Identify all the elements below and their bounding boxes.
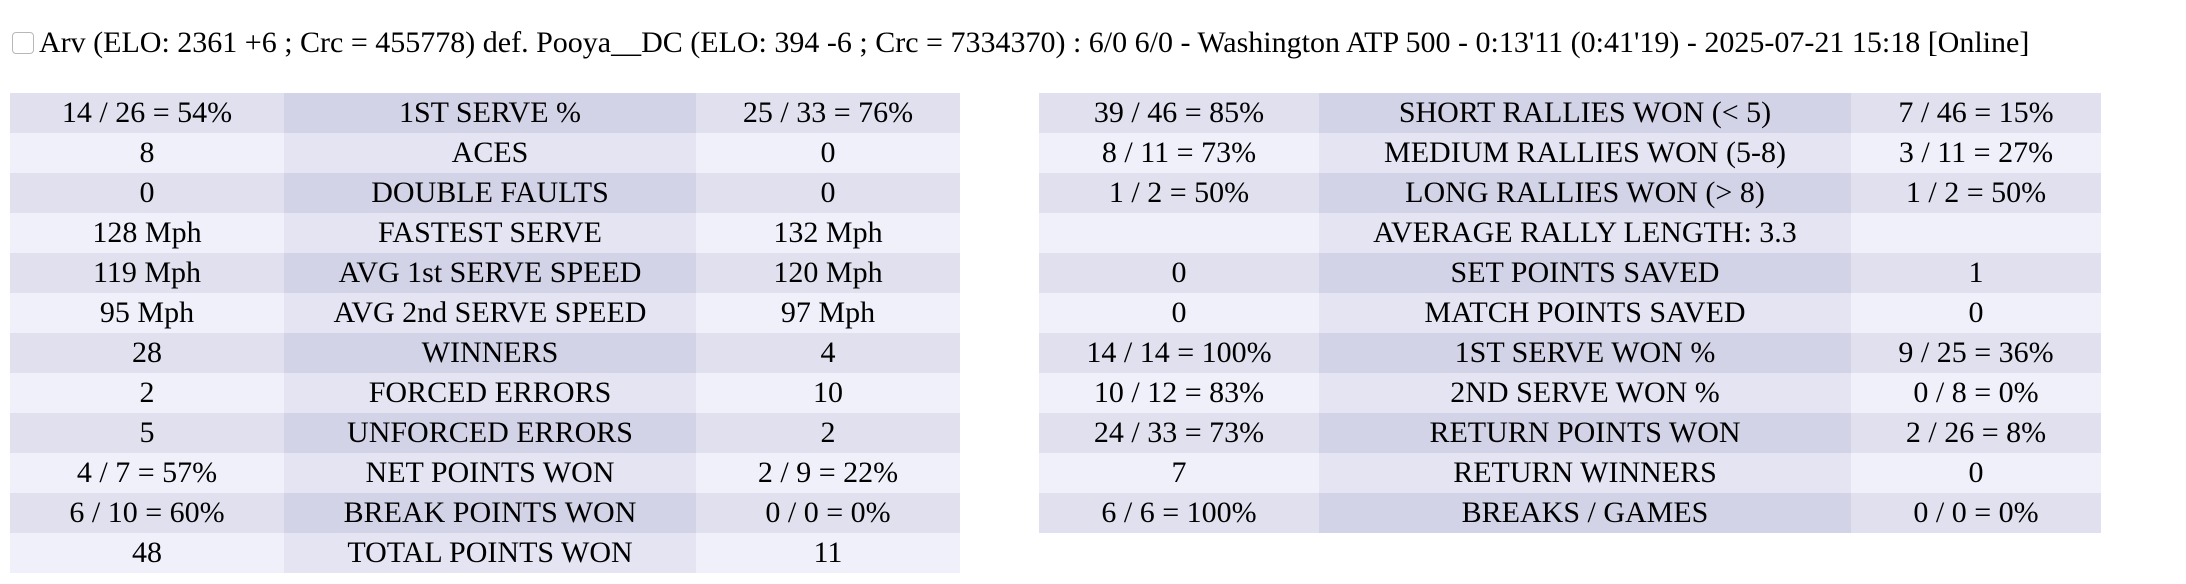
stat-player2-value: 120 Mph: [696, 253, 960, 293]
stat-row: [1039, 453, 2101, 493]
serve-stats-table: [10, 93, 960, 573]
stat-label: LONG RALLIES WON (> 8): [1319, 173, 1851, 213]
stat-row: [10, 333, 960, 373]
stat-row: [1039, 253, 2101, 293]
stat-player2-value: 2 / 26 = 8%: [1851, 413, 2101, 453]
stat-player1-value: [1039, 213, 1319, 253]
stat-row: [1039, 213, 2101, 253]
stat-row: [1039, 373, 2101, 413]
rally-stats-table: [1039, 93, 2101, 533]
stat-row: [10, 493, 960, 533]
stat-label: MEDIUM RALLIES WON (5-8): [1319, 133, 1851, 173]
stat-player2-value: 2: [696, 413, 960, 453]
stat-player1-value: 95 Mph: [10, 293, 284, 333]
stat-row: [10, 373, 960, 413]
stat-row: [10, 213, 960, 253]
stat-player1-value: 5: [10, 413, 284, 453]
stat-player1-value: 8 / 11 = 73%: [1039, 133, 1319, 173]
stat-player1-value: 1 / 2 = 50%: [1039, 173, 1319, 213]
stat-player2-value: 0: [696, 173, 960, 213]
stat-player1-value: 7: [1039, 453, 1319, 493]
stat-player1-value: 6 / 6 = 100%: [1039, 493, 1319, 533]
stat-label: AVG 1st SERVE SPEED: [284, 253, 696, 293]
stat-label: SET POINTS SAVED: [1319, 253, 1851, 293]
stat-player1-value: 8: [10, 133, 284, 173]
stat-player2-value: 0 / 0 = 0%: [1851, 493, 2101, 533]
stat-player2-value: 7 / 46 = 15%: [1851, 93, 2101, 133]
stat-row: [10, 133, 960, 173]
stat-label: FORCED ERRORS: [284, 373, 696, 413]
stat-row: [1039, 93, 2101, 133]
stat-player2-value: 0 / 0 = 0%: [696, 493, 960, 533]
stat-player2-value: 0 / 8 = 0%: [1851, 373, 2101, 413]
stat-label: BREAKS / GAMES: [1319, 493, 1851, 533]
stat-row: [1039, 493, 2101, 533]
stat-label: TOTAL POINTS WON: [284, 533, 696, 573]
stat-row: [10, 413, 960, 453]
stat-label: AVG 2nd SERVE SPEED: [284, 293, 696, 333]
stat-row: [1039, 333, 2101, 373]
stat-label: NET POINTS WON: [284, 453, 696, 493]
stat-player2-value: 0: [1851, 293, 2101, 333]
stat-player1-value: 0: [1039, 253, 1319, 293]
stat-player1-value: 0: [1039, 293, 1319, 333]
stat-label: WINNERS: [284, 333, 696, 373]
stat-label: SHORT RALLIES WON (< 5): [1319, 93, 1851, 133]
stat-row: [10, 293, 960, 333]
stat-player2-value: 4: [696, 333, 960, 373]
match-header: [12, 22, 2029, 64]
stat-label: 1ST SERVE WON %: [1319, 333, 1851, 373]
stat-label: MATCH POINTS SAVED: [1319, 293, 1851, 333]
stat-player1-value: 10 / 12 = 83%: [1039, 373, 1319, 413]
stat-player1-value: 0: [10, 173, 284, 213]
stat-player1-value: 28: [10, 333, 284, 373]
stat-player2-value: 3 / 11 = 27%: [1851, 133, 2101, 173]
stat-player2-value: 1 / 2 = 50%: [1851, 173, 2101, 213]
stat-row: [10, 173, 960, 213]
stat-label: ACES: [284, 133, 696, 173]
stat-player1-value: 128 Mph: [10, 213, 284, 253]
stat-player2-value: 0: [1851, 453, 2101, 493]
stat-player2-value: 132 Mph: [696, 213, 960, 253]
stat-label: DOUBLE FAULTS: [284, 173, 696, 213]
stat-player1-value: 24 / 33 = 73%: [1039, 413, 1319, 453]
stat-player1-value: 39 / 46 = 85%: [1039, 93, 1319, 133]
stat-player2-value: 2 / 9 = 22%: [696, 453, 960, 493]
stat-row: [1039, 133, 2101, 173]
stat-player2-value: 11: [696, 533, 960, 573]
stat-player1-value: 6 / 10 = 60%: [10, 493, 284, 533]
stat-player2-value: 97 Mph: [696, 293, 960, 333]
stat-row: [1039, 413, 2101, 453]
stat-player2-value: 0: [696, 133, 960, 173]
stat-label: 1ST SERVE %: [284, 93, 696, 133]
stat-player2-value: [1851, 213, 2101, 253]
stat-label: UNFORCED ERRORS: [284, 413, 696, 453]
stat-row: [10, 533, 960, 573]
stat-row: [1039, 173, 2101, 213]
stat-player2-value: 9 / 25 = 36%: [1851, 333, 2101, 373]
stat-label: RETURN WINNERS: [1319, 453, 1851, 493]
stat-label: FASTEST SERVE: [284, 213, 696, 253]
match-select-checkbox[interactable]: [12, 32, 34, 54]
stat-row: [1039, 293, 2101, 333]
stat-label: RETURN POINTS WON: [1319, 413, 1851, 453]
stat-player1-value: 14 / 14 = 100%: [1039, 333, 1319, 373]
stat-player1-value: 119 Mph: [10, 253, 284, 293]
stat-label: 2ND SERVE WON %: [1319, 373, 1851, 413]
stat-player2-value: 10: [696, 373, 960, 413]
stat-player1-value: 2: [10, 373, 284, 413]
stat-player1-value: 48: [10, 533, 284, 573]
match-title: Arv (ELO: 2361 +6 ; Crc = 455778) def. Pooya__DC (ELO: 394 -6 ; Crc = 7334370) : 6/0 6/0 - Washington ATP 500 - 0:13'11 (0:41'19) - 2025-07-21 15:18 [Online]: [39, 26, 2030, 59]
stat-player2-value: 1: [1851, 253, 2101, 293]
stat-row: [10, 253, 960, 293]
stat-row: [10, 453, 960, 493]
stat-player1-value: 4 / 7 = 57%: [10, 453, 284, 493]
stat-label: BREAK POINTS WON: [284, 493, 696, 533]
stat-player2-value: 25 / 33 = 76%: [696, 93, 960, 133]
stat-label: AVERAGE RALLY LENGTH: 3.3: [1319, 213, 1851, 253]
stat-player1-value: 14 / 26 = 54%: [10, 93, 284, 133]
stat-row: [10, 93, 960, 133]
